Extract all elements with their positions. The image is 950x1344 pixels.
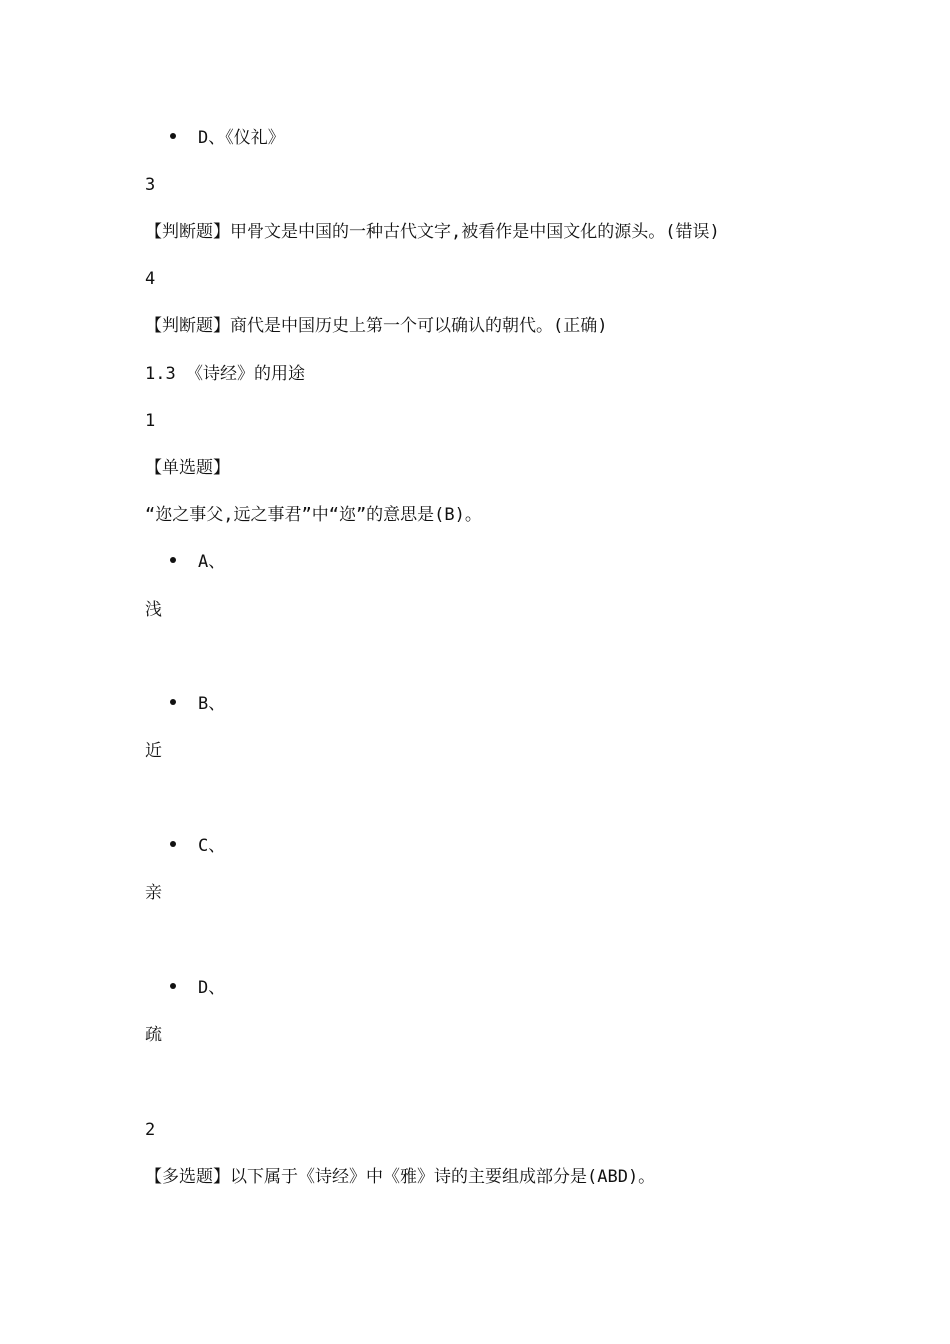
- question-text: 【判断题】甲骨文是中国的一种古代文字,被看作是中国文化的源头。(错误): [145, 222, 720, 242]
- option-content: 亲: [145, 883, 162, 903]
- option-item: [170, 551, 225, 573]
- option-content: 近: [145, 741, 162, 761]
- bullet-icon: [170, 841, 176, 847]
- option-item: [170, 977, 225, 999]
- bullet-icon: [170, 557, 176, 563]
- bullet-icon: [170, 699, 176, 705]
- question-number: 2: [145, 1120, 156, 1140]
- option-item: [170, 835, 225, 857]
- question-number: 1: [145, 411, 156, 431]
- question-text: “迩之事父,远之事君”中“迩”的意思是(B)。: [145, 505, 482, 525]
- option-label: C、: [198, 836, 226, 856]
- option-item: [170, 693, 225, 715]
- option-content: 浅: [145, 600, 162, 620]
- option-item: [170, 127, 285, 149]
- question-number: 3: [145, 175, 156, 195]
- question-type: 【单选题】: [145, 458, 230, 478]
- bullet-icon: [170, 983, 176, 989]
- option-label: D、: [198, 978, 226, 998]
- option-content: 疏: [145, 1025, 162, 1045]
- bullet-icon: [170, 133, 176, 139]
- option-label: A、: [198, 552, 226, 572]
- question-text: 【判断题】商代是中国历史上第一个可以确认的朝代。(正确): [145, 316, 608, 336]
- option-label: D、《仪礼》: [198, 128, 285, 148]
- question-number: 4: [145, 269, 156, 289]
- section-heading: 1.3 《诗经》的用途: [145, 364, 305, 384]
- option-label: B、: [198, 694, 226, 714]
- question-text: 【多选题】以下属于《诗经》中《雅》诗的主要组成部分是(ABD)。: [145, 1167, 656, 1187]
